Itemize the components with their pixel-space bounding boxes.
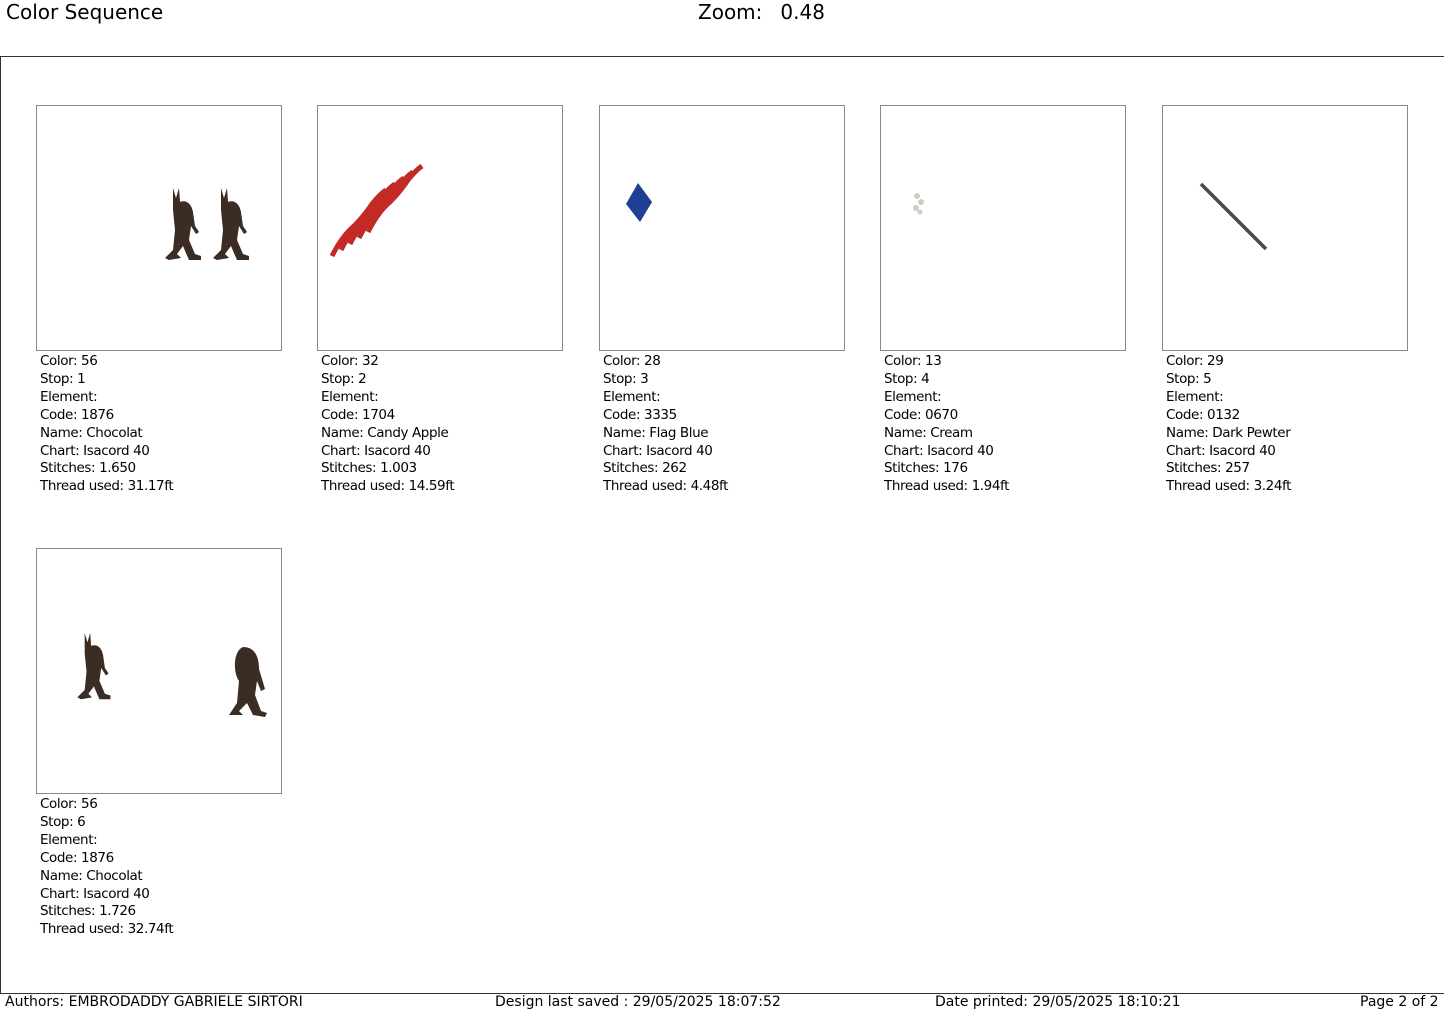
info-name: Name: Candy Apple xyxy=(321,424,449,441)
stitch-preview xyxy=(36,105,282,351)
info-stop: Stop: 6 xyxy=(40,813,86,830)
zoom-indicator xyxy=(698,0,825,24)
info-code: Code: 1876 xyxy=(40,849,114,866)
info-stop: Stop: 1 xyxy=(40,370,86,387)
info-chart: Chart: Isacord 40 xyxy=(40,885,150,902)
info-stitches: Stitches: 1.650 xyxy=(40,460,136,477)
design-preview-two-bigfoot xyxy=(37,106,281,350)
color-stop-info xyxy=(599,353,847,496)
info-chart: Chart: Isacord 40 xyxy=(1166,442,1276,459)
info-element: Element: xyxy=(40,388,98,405)
color-stop-info xyxy=(36,796,284,939)
design-preview-bigfoot-pair xyxy=(37,549,281,793)
info-color: Color: 13 xyxy=(884,353,942,369)
info-code: Code: 0670 xyxy=(884,406,958,423)
info-code: Code: 1704 xyxy=(321,406,395,423)
color-stop-info xyxy=(880,353,1128,496)
color-stop-info xyxy=(1162,353,1410,496)
color-stop-card xyxy=(880,105,1128,496)
info-color: Color: 28 xyxy=(603,353,661,369)
info-name: Name: Dark Pewter xyxy=(1166,424,1291,441)
info-color: Color: 32 xyxy=(321,353,379,369)
info-stop: Stop: 2 xyxy=(321,370,367,387)
info-thread: Thread used: 3.24ft xyxy=(1166,478,1292,495)
zoom-value: 0.48 xyxy=(780,0,825,24)
color-stop-card xyxy=(36,548,284,939)
zoom-label: Zoom: xyxy=(698,0,763,24)
authors: Authors: EMBRODADDY GABRIELE SIRTORI xyxy=(5,994,303,1010)
color-stop-card xyxy=(599,105,847,496)
color-stop-card xyxy=(36,105,284,496)
info-thread: Thread used: 1.94ft xyxy=(884,478,1010,495)
stitch-preview xyxy=(599,105,845,351)
info-element: Element: xyxy=(884,388,942,405)
info-stitches: Stitches: 262 xyxy=(603,460,687,477)
info-code: Code: 3335 xyxy=(603,406,677,423)
info-chart: Chart: Isacord 40 xyxy=(884,442,994,459)
info-chart: Chart: Isacord 40 xyxy=(603,442,713,459)
info-chart: Chart: Isacord 40 xyxy=(321,442,431,459)
design-preview-stripes xyxy=(318,106,562,350)
color-stop-info xyxy=(317,353,565,496)
info-stitches: Stitches: 176 xyxy=(884,460,968,477)
info-color: Color: 29 xyxy=(1166,353,1224,369)
design-last-saved: Design last saved : 29/05/2025 18:07:52 xyxy=(495,994,781,1010)
info-stitches: Stitches: 257 xyxy=(1166,460,1250,477)
info-stitches: Stitches: 1.003 xyxy=(321,460,417,477)
color-stop-info xyxy=(36,353,284,496)
design-preview-stars xyxy=(881,106,1125,350)
info-stop: Stop: 5 xyxy=(1166,370,1212,387)
page-title: Color Sequence xyxy=(6,0,164,24)
info-element: Element: xyxy=(40,831,98,848)
stitch-preview xyxy=(36,548,282,794)
color-stop-card xyxy=(317,105,565,496)
info-stop: Stop: 3 xyxy=(603,370,649,387)
info-code: Code: 1876 xyxy=(40,406,114,423)
info-element: Element: xyxy=(321,388,379,405)
info-code: Code: 0132 xyxy=(1166,406,1240,423)
info-name: Name: Cream xyxy=(884,424,973,441)
info-name: Name: Flag Blue xyxy=(603,424,709,441)
info-thread: Thread used: 14.59ft xyxy=(321,478,455,495)
stitch-preview xyxy=(317,105,563,351)
stitch-preview xyxy=(1162,105,1408,351)
info-thread: Thread used: 31.17ft xyxy=(40,478,174,495)
date-printed: Date printed: 29/05/2025 18:10:21 xyxy=(935,994,1181,1010)
info-thread: Thread used: 4.48ft xyxy=(603,478,729,495)
info-element: Element: xyxy=(603,388,661,405)
info-thread: Thread used: 32.74ft xyxy=(40,921,174,938)
design-preview-line xyxy=(1163,106,1407,350)
info-chart: Chart: Isacord 40 xyxy=(40,442,150,459)
info-element: Element: xyxy=(1166,388,1224,405)
design-preview-diamond xyxy=(600,106,844,350)
footer xyxy=(0,993,1445,1012)
page-number: Page 2 of 2 xyxy=(1360,994,1439,1010)
info-color: Color: 56 xyxy=(40,796,98,812)
info-stitches: Stitches: 1.726 xyxy=(40,903,136,920)
info-stop: Stop: 4 xyxy=(884,370,930,387)
color-stop-card xyxy=(1162,105,1410,496)
info-color: Color: 56 xyxy=(40,353,98,369)
info-name: Name: Chocolat xyxy=(40,424,143,441)
info-name: Name: Chocolat xyxy=(40,867,143,884)
stitch-preview xyxy=(880,105,1126,351)
